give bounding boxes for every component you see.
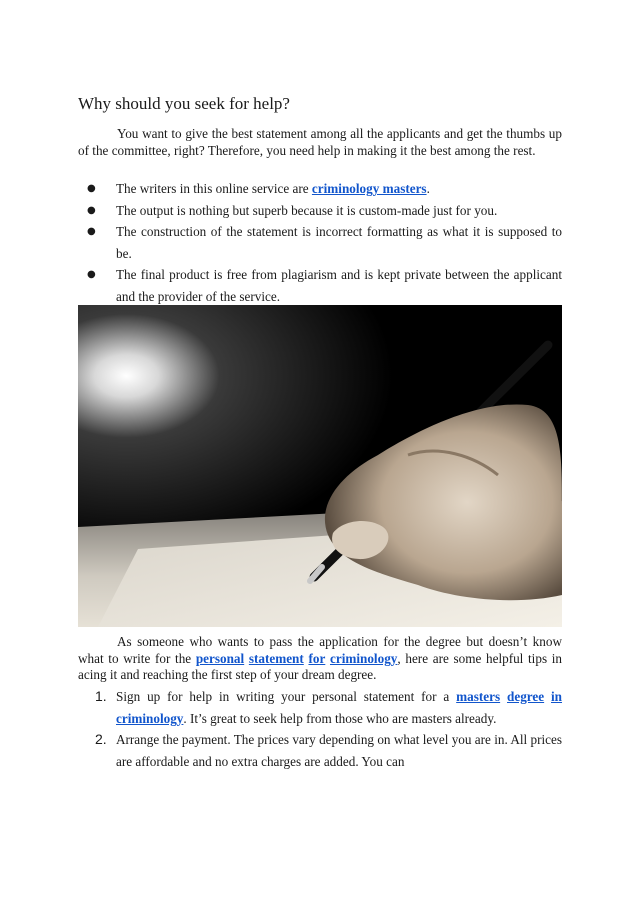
bullet-icon: ● — [87, 204, 96, 216]
section-heading: Why should you seek for help? — [78, 94, 290, 113]
masters-link[interactable]: masters — [456, 689, 501, 704]
degree-link[interactable]: degree — [507, 689, 545, 704]
criminology-degree-link[interactable]: criminology — [116, 710, 184, 726]
bullet-item: ● The writers in this online service are criminology masters. — [78, 178, 562, 200]
bullet-item: ● The construction of the statement is incorrect formatting as what it is supposed to be. — [78, 221, 562, 264]
bullet-icon: ● — [87, 226, 96, 238]
in-link[interactable]: in — [551, 689, 563, 704]
criminology-link[interactable]: criminology — [329, 650, 398, 666]
numbered-list — [78, 686, 562, 772]
personal-link[interactable]: personal — [195, 650, 245, 666]
bullet-item: ● The final product is free from plagiarism and is kept private between the applicant and the provider of the service. — [78, 264, 562, 307]
numbered-item: 2. Arrange the payment. The prices vary depending on what level you are in. All prices are affordable and no extra charges are added. You can — [95, 731, 562, 769]
criminology-masters-link[interactable]: criminology masters — [311, 181, 427, 196]
intro-paragraph: You want to give the best statement among all the applicants and get the thumbs up of the committee, right? Therefore, you need help in making it the best among the rest. — [78, 126, 562, 158]
numbered-item: 1. Sign up for help in writing your personal statement for a masters degree in criminology. It’s great to seek help from those who are masters already. — [95, 688, 563, 726]
bullet-list — [78, 178, 562, 308]
tips-intro-paragraph: As someone who wants to pass the application for the degree but doesn’t know what to write for the personal statement for criminology, here are some helpful tips in acing it and reaching the first step of your dream degree. — [78, 634, 562, 683]
writing-photo — [78, 305, 562, 627]
hand-writing-illustration — [78, 305, 562, 627]
bullet-item: ● The output is nothing but superb because it is custom-made just for you. — [78, 200, 562, 222]
statement-link[interactable]: statement — [248, 650, 304, 666]
for-link[interactable]: for — [308, 650, 326, 666]
bullet-icon: ● — [87, 269, 96, 281]
bullet-icon: ● — [87, 183, 96, 194]
